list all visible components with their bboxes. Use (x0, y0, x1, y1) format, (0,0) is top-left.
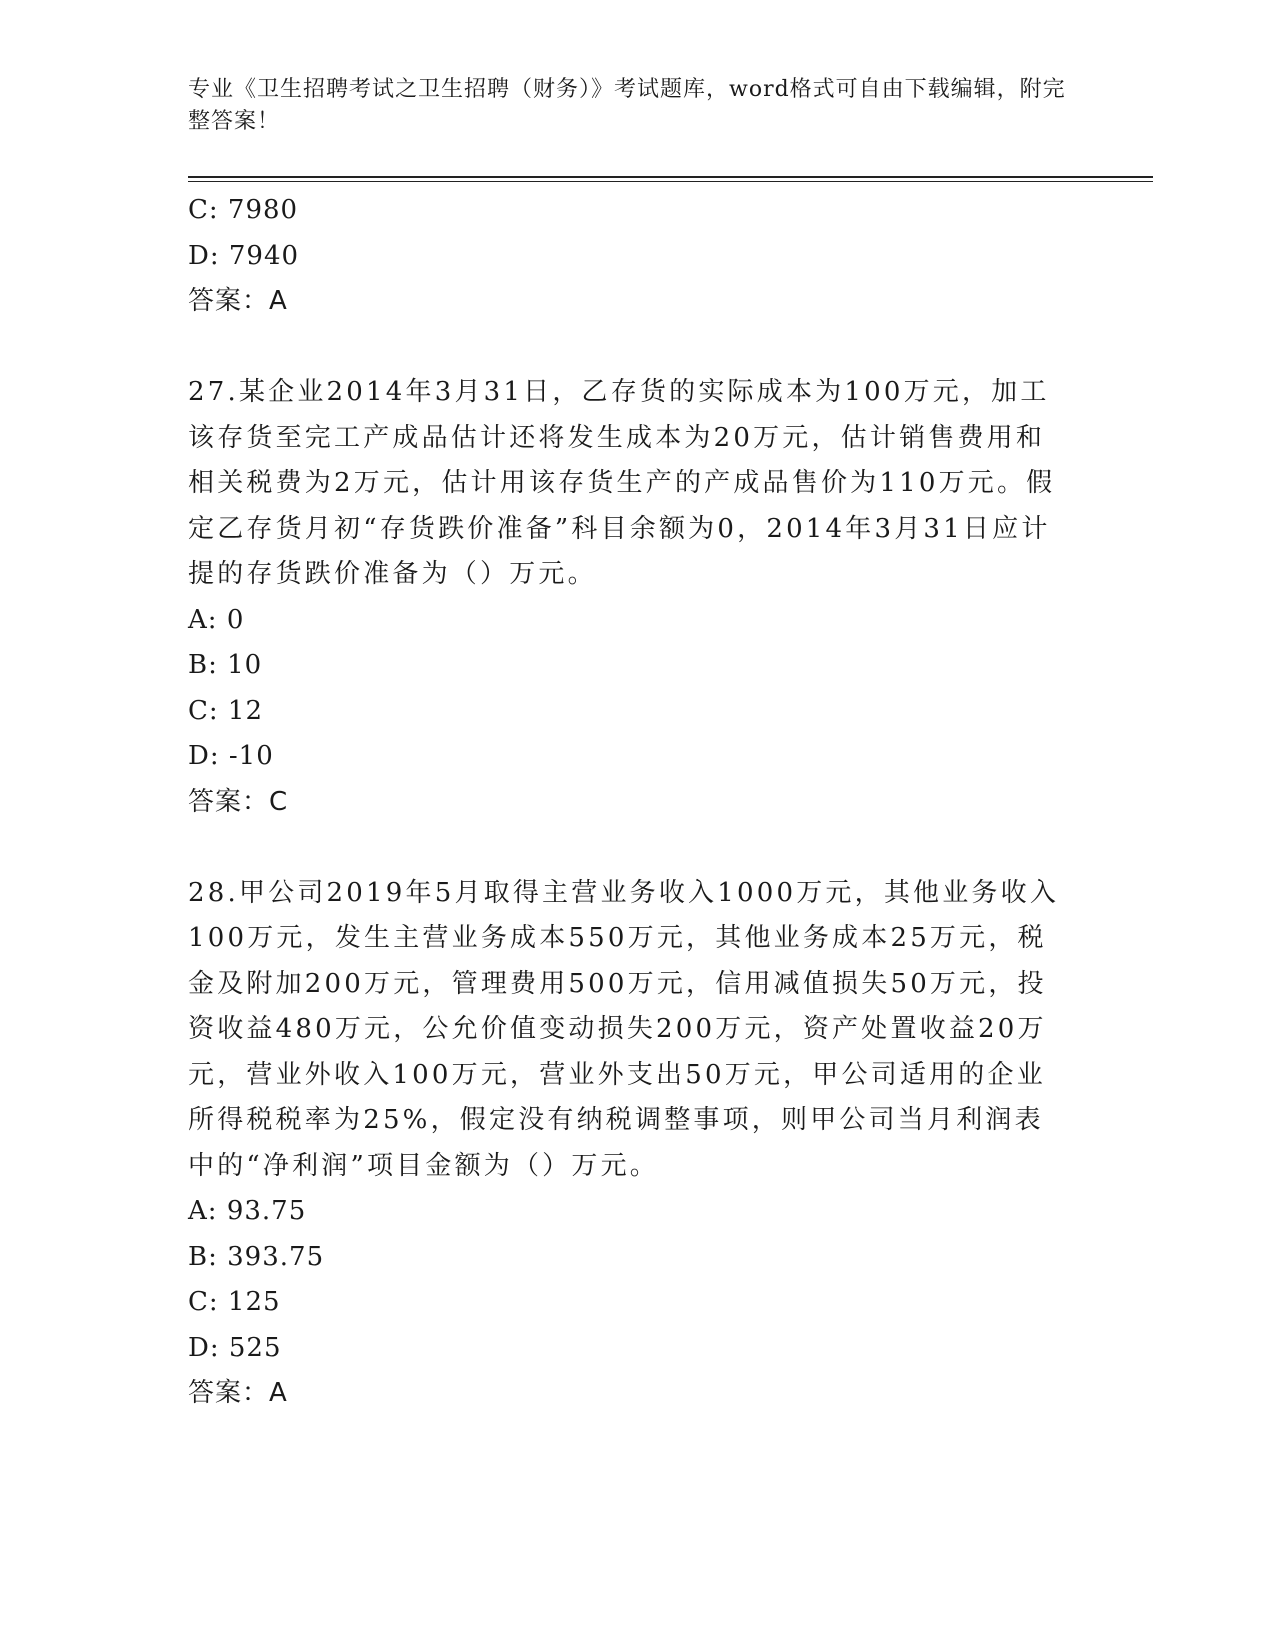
spacer (188, 325, 1068, 371)
question-content (188, 188, 1068, 1417)
option-d: D: 525 (188, 1332, 282, 1363)
question-28-stem: 28.甲公司2019年5月取得主营业务收入1000万元，其他业务收入100万元，发生主营业务成本550万元，其他业务成本25万元，税金及附加200万元，管理费用500万元，信用减值损失50万元，投资收益480万元，公允价值变动损失200万元，资产处置收益20万元，营业外收入100万元，营业外支出50万元，甲公司适用的企业所得税税率为25%，假定没有纳税调整事项，则甲公司当月利润表中的“净利润”项目金额为（）万元。 (188, 877, 1060, 1181)
answer-line: 答案：C (188, 786, 289, 817)
answer-line: 答案：A (188, 1378, 288, 1408)
header-divider (188, 176, 1153, 178)
option-c: C: 7980 (188, 195, 299, 225)
option-b: B: 393.75 (188, 1241, 325, 1272)
option-c: C: 12 (188, 695, 264, 726)
header-divider-thin (188, 181, 1153, 182)
option-d: D: 7940 (188, 240, 300, 271)
answer-line: 答案：A (188, 286, 288, 316)
option-d: D: -10 (188, 741, 274, 771)
page-header: 专业《卫生招聘考试之卫生招聘（财务）》考试题库，word格式可自由下载编辑，附完整答案！ (188, 77, 1066, 134)
option-b: B: 10 (188, 650, 263, 680)
option-c: C: 125 (188, 1287, 281, 1317)
option-a: A: 93.75 (188, 1196, 307, 1226)
option-a: A: 0 (188, 604, 245, 635)
spacer (188, 825, 1068, 871)
question-27-stem: 27.某企业2014年3月31日，乙存货的实际成本为100万元，加工该存货至完工产成品估计还将发生成本为20万元，估计销售费用和相关税费为2万元，估计用该存货生产的产成品售价为110万元。假定乙存货月初“存货跌价准备”科目余额为0，2014年3月31日应计提的存货跌价准备为（）万元。 (188, 377, 1056, 589)
